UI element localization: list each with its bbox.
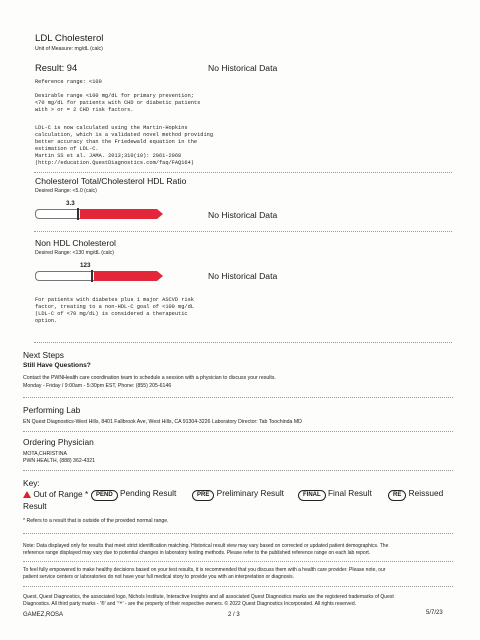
- value-marker: [77, 208, 79, 220]
- out-of-range-segment: [94, 271, 157, 281]
- nonhdl-no-history: No Historical Data: [208, 271, 278, 281]
- ldl-title: LDL Cholesterol: [35, 33, 104, 44]
- pend-badge: PEND: [91, 490, 118, 501]
- ratio-range: Desired Range: <5.0 (calc): [35, 188, 97, 194]
- ratio-no-history: No Historical Data: [208, 210, 278, 220]
- divider: [23, 470, 453, 471]
- performing-lab-address: EN Quest Diagnostics-West Hills, 8401 Fallbrook Ave, West Hills, CA 91304-3226 Laboratory Director: Tab Toochinda MD: [23, 419, 302, 425]
- legal-trademarks: Quest, Quest Diagnostics, the associated logo, Nichols Institute, Interactive Insights and all associated Quest Diagnostics marks are the registered trademarks of Quest: [23, 594, 394, 600]
- key-title: Key:: [23, 478, 40, 488]
- next-steps-title: Next Steps: [23, 350, 64, 360]
- key-reissued: [388, 488, 443, 501]
- warning-triangle-icon: [23, 491, 31, 498]
- divider: [23, 533, 453, 534]
- out-of-range-arrow: [157, 209, 163, 219]
- divider: [34, 342, 452, 343]
- nonhdl-value: 123: [80, 262, 91, 269]
- report-date: 5/7/23: [426, 610, 443, 616]
- normal-segment: [35, 271, 95, 281]
- pre-badge: PRE: [192, 490, 214, 501]
- key-reissued-result: Result: [23, 501, 47, 511]
- key-preliminary: [192, 488, 284, 501]
- re-badge: RE: [388, 490, 406, 501]
- divider: [34, 172, 452, 173]
- ldl-desirable-range: Desirable range <100 mg/dL for primary prevention; <70 mg/dL for patients with CHD or diabetic patients with > or = 2 CHD risk factors.: [35, 93, 201, 113]
- value-marker: [91, 270, 93, 282]
- nonhdl-range: Desired Range: <130 mg/dL (calc): [35, 250, 114, 256]
- out-of-range-segment: [80, 209, 157, 219]
- note-health-provider: To feel fully empowered to make healthy decisions based on your test results, it is recommended that you discuss them with a health care provider. Please note, our: [23, 567, 386, 573]
- note-service-centers: patient service centers or laboratories do not have your full medical story to provide you with an interpretation or diagnosis.: [23, 574, 294, 580]
- ldl-no-history: No Historical Data: [208, 63, 278, 73]
- ordering-physician-title: Ordering Physician: [23, 437, 94, 447]
- divider: [23, 561, 453, 562]
- key-preliminary-label: Preliminary Result: [216, 488, 284, 498]
- legal-copyright: Diagnostics. All third party marks - '®' and '™' - are the property of their respective owners. © 2022 Quest Diagnostics Incorporated. All rights reserved.: [23, 601, 356, 607]
- nonhdl-title: Non HDL Cholesterol: [35, 238, 116, 248]
- ratio-value: 3.3: [66, 200, 75, 207]
- key-pending: [91, 488, 176, 501]
- physician-name: MOTA,CHRISTINA: [23, 451, 67, 457]
- final-badge: FINAL: [298, 490, 326, 501]
- nonhdl-note: For patients with diabetes plus 1 major ASCVD risk factor, treating to a non-HDL-C goal of <100 mg/dL (LDL-C of <70 mg/dL) is considered a therapeutic option.: [35, 297, 194, 324]
- normal-segment: [35, 209, 81, 219]
- page-number: 2 / 3: [228, 612, 240, 618]
- divider: [23, 586, 453, 587]
- key-reissued-label: Reissued: [408, 488, 444, 498]
- note-reference-range: reference range displayed may vary due to potential changes in laboratory testing methods. Please refer to the published reference range on each lab report.: [23, 550, 371, 556]
- ratio-range-bar: [35, 209, 163, 219]
- next-steps-contact: Contact the PWNHealth care coordination team to schedule a session with a physician to discuss your results.: [23, 375, 276, 381]
- ldl-result: Result: 94: [35, 62, 78, 73]
- key-final: [298, 488, 372, 501]
- ldl-method-note: LDL-C is now calculated using the Martin-Hopkins calculation, which is a validated novel method providing better accuracy than the Friedewald equation in the estimation of LDL-C. Martin SS et al. JAMA. 2013;310(19): 2061-2068 (http://education.QuestDiagnostics.com/faq/FAQ164): [35, 125, 214, 166]
- next-steps-hours: Monday - Friday / 9:00am - 5:30pm EST, Phone: (855) 205-6146: [23, 383, 172, 389]
- note-data-matching: Note: Data displayed only for results that meet strict identification matching. Historical result view may vary based on corrected or updated patient demographics. The: [23, 543, 389, 549]
- divider: [23, 397, 453, 398]
- key-final-label: Final Result: [327, 488, 372, 498]
- performing-lab-title: Performing Lab: [23, 405, 81, 415]
- divider: [23, 431, 453, 432]
- divider: [34, 231, 452, 232]
- key-pending-label: Pending Result: [119, 488, 177, 498]
- patient-name: GAMEZ,ROSA: [23, 612, 64, 618]
- key-out-of-range-label: Out of Range *: [33, 489, 89, 499]
- ratio-title: Cholesterol Total/Cholesterol HDL Ratio: [35, 176, 187, 186]
- ldl-reference-range: Reference range: <100: [35, 79, 102, 85]
- ldl-unit: Unit of Measure: mg/dL (calc): [35, 46, 103, 52]
- next-steps-subtitle: Still Have Questions?: [23, 362, 91, 369]
- physician-org: PWN HEALTH, (888) 362-4321: [23, 458, 95, 464]
- out-of-range-arrow: [157, 271, 163, 281]
- key-footnote: * Refers to a result that is outside of the provided normal range.: [23, 518, 169, 524]
- key-out-of-range: [23, 489, 88, 499]
- nonhdl-range-bar: [35, 271, 163, 281]
